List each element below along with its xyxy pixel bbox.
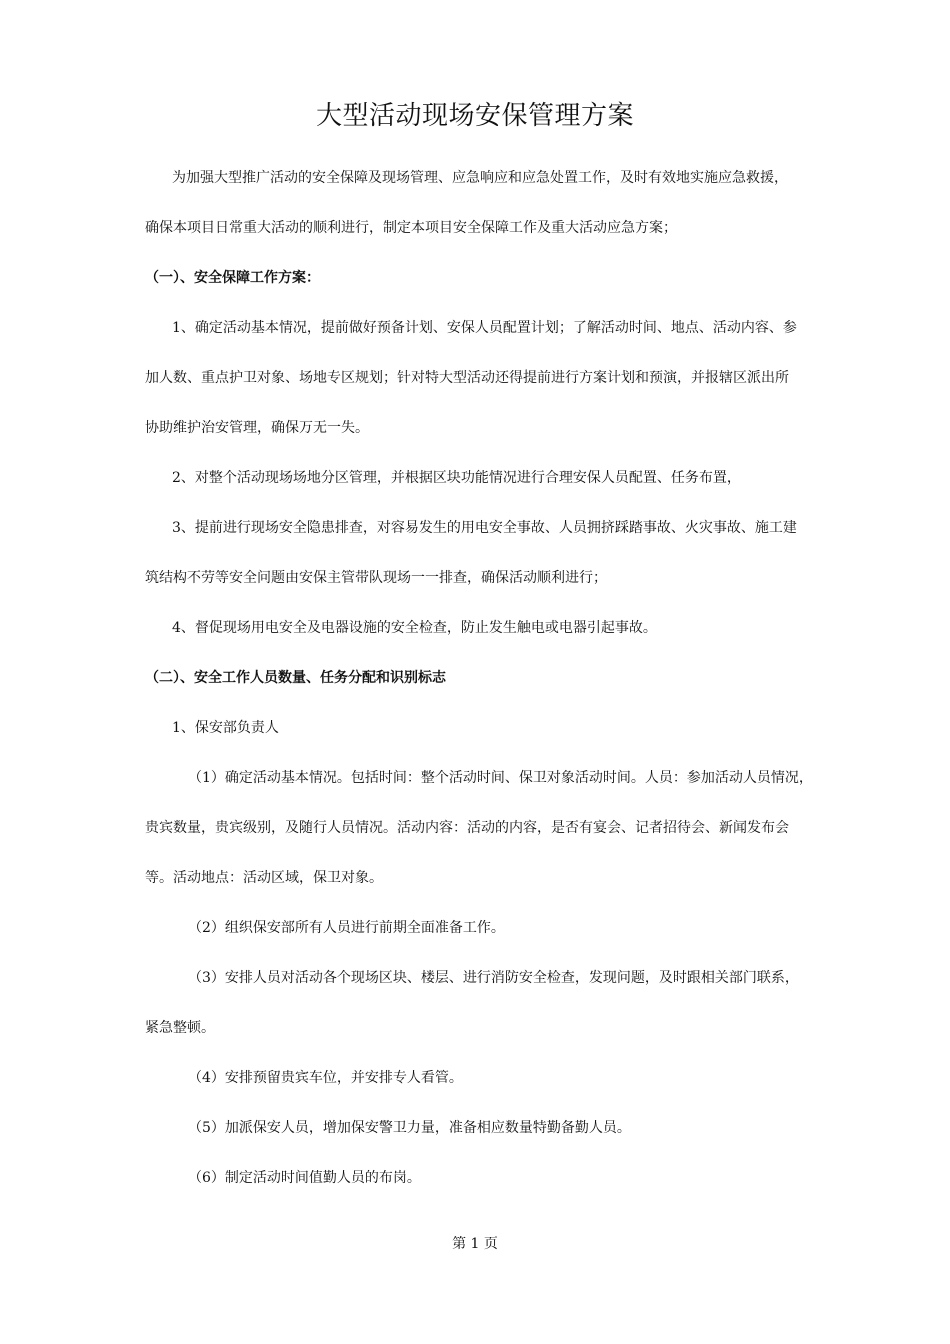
- item-2-line-1: 2、对整个活动现场场地分区管理，并根据区块功能情况进行合理安保人员配置、任务布置，: [172, 470, 741, 486]
- sub-item-5-line-1: （5）加派保安人员，增加保安警卫力量，准备相应数量特勤备勤人员。: [188, 1120, 631, 1136]
- section-heading-2: （二）、安全工作人员数量、任务分配和识别标志: [145, 670, 446, 686]
- item-3-line-2: 筑结构不劳等安全问题由安保主管带队现场一一排查，确保活动顺利进行；: [145, 570, 607, 586]
- sub-item-6-line-1: （6）制定活动时间值勤人员的布岗。: [188, 1170, 421, 1186]
- sub-item-1-line-3: 等。活动地点：活动区域，保卫对象。: [145, 870, 383, 886]
- item-3-line-1: 3、提前进行现场安全隐患排查，对容易发生的用电安全事故、人员拥挤踩踏事故、火灾事故、施工建: [172, 520, 797, 536]
- item-1-line-2: 加人数、重点护卫对象、场地专区规划；针对特大型活动还得提前进行方案计划和预演，并报辖区派出所: [145, 370, 789, 386]
- sub-item-3-line-1: （3）安排人员对活动各个现场区块、楼层、进行消防安全检查，发现问题，及时跟相关部门联系，: [188, 970, 799, 986]
- sub-item-4-line-1: （4）安排预留贵宾车位，并安排专人看管。: [188, 1070, 463, 1086]
- subsection-heading: 1、保安部负责人: [172, 720, 279, 736]
- sub-item-3-line-2: 紧急整顿。: [145, 1020, 215, 1036]
- sub-item-1-line-2: 贵宾数量，贵宾级别，及随行人员情况。活动内容：活动的内容，是否有宴会、记者招待会、新闻发布会: [145, 820, 789, 836]
- sub-item-2-line-1: （2）组织保安部所有人员进行前期全面准备工作。: [188, 920, 505, 936]
- page-number-footer: 第 1 页: [452, 1236, 498, 1252]
- section-heading-1: （一）、安全保障工作方案：: [145, 270, 320, 286]
- document-title: 大型活动现场安保管理方案: [315, 101, 634, 131]
- sub-item-1-line-1: （1）确定活动基本情况。包括时间：整个活动时间、保卫对象活动时间。人员：参加活动人员情况，: [188, 770, 813, 786]
- intro-paragraph-line-2: 确保本项目日常重大活动的顺利进行，制定本项目安全保障工作及重大活动应急方案；: [145, 220, 677, 236]
- item-1-line-3: 协助维护治安管理，确保万无一失。: [145, 420, 369, 436]
- item-4-line-1: 4、督促现场用电安全及电器设施的安全检查，防止发生触电或电器引起事故。: [172, 620, 657, 636]
- intro-paragraph-line-1: 为加强大型推广活动的安全保障及现场管理、应急响应和应急处置工作，及时有效地实施应急救援，: [172, 170, 788, 186]
- item-1-line-1: 1、确定活动基本情况，提前做好预备计划、安保人员配置计划；了解活动时间、地点、活动内容、参: [172, 320, 797, 336]
